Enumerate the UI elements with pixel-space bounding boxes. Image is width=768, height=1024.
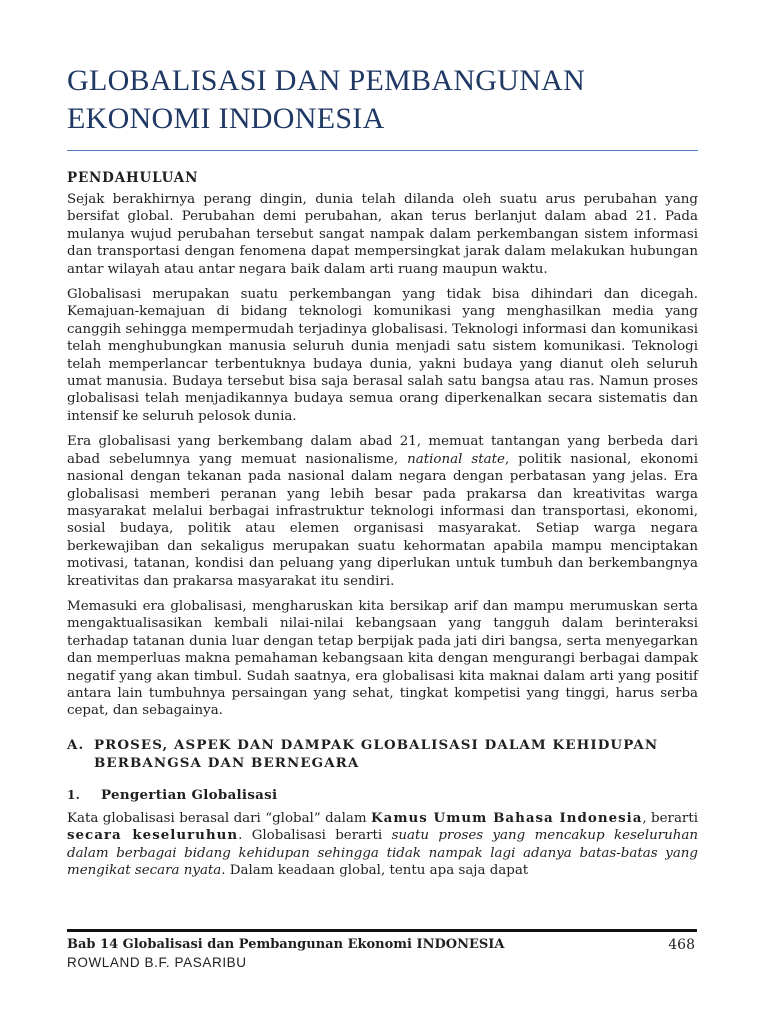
page-number: 468 bbox=[668, 937, 695, 953]
title-line-2: EKONOMI INDONESIA bbox=[67, 102, 385, 135]
page-footer bbox=[67, 937, 697, 971]
paragraph-3-text-b: , politik nasional, ekonomi nasional dengan tekanan pada nasional dalam negara dengan perbatasan yang jelas. Era globalisasi memberi peranan yang lebih besar pada prakarsa dan kreativitas warga masyarakat melalui berbagai infrastruktur teknologi informasi dan transportasi, ekonomi, sosial budaya, politik atau elemen organisasi masyarakat. Setiap warga negara berkewajiban dan sekaligus merupakan suatu kehormatan apabila mampu menciptakan motivasi, tatanan, kondisi dan peluang yang diperlukan untuk tumbuh dan berkembangnya kreativitas dan prakarsa masyarakat itu sendiri. bbox=[67, 451, 698, 589]
paragraph-5-text-4: . Dalam keadaan global, tentu apa saja dapat bbox=[221, 863, 529, 878]
title-line-1: GLOBALISASI DAN PEMBANGUNAN bbox=[67, 64, 586, 97]
section-heading-a-number: A. bbox=[67, 736, 85, 753]
paragraph-5-bold-1: Kamus Umum Bahasa Indonesia bbox=[371, 809, 643, 826]
document-page bbox=[67, 62, 698, 887]
subsection-heading-1-text: Pengertian Globalisasi bbox=[101, 786, 278, 803]
subsection-heading-1 bbox=[67, 786, 698, 804]
subsection-heading-1-number: 1. bbox=[67, 787, 81, 802]
paragraph-3 bbox=[67, 433, 698, 590]
title-divider bbox=[67, 150, 698, 151]
footer-divider bbox=[67, 929, 697, 932]
section-heading-a-text: PROSES, ASPEK DAN DAMPAK GLOBALISASI DALAM KEHIDUPAN BERBANGSA DAN BERNEGARA bbox=[94, 736, 659, 771]
paragraph-1: Sejak berakhirnya perang dingin, dunia telah dilanda oleh suatu arus perubahan yang bersifat global. Perubahan demi perubahan, akan terus berlanjut dalam abad 21. Pada mulanya wujud perubahan tersebut sangat nampak dalam perkembangan sistem informasi dan transportasi dengan fenomena dapat mempersingkat jarak dalam melakukan hubungan antar wilayah atau antar negara baik dalam arti ruang maupun waktu. bbox=[67, 192, 698, 277]
section-heading-a bbox=[67, 736, 698, 772]
page-title bbox=[67, 62, 698, 138]
footer-author: ROWLAND B.F. PASARIBU bbox=[67, 955, 247, 970]
paragraph-4: Memasuki era globalisasi, mengharuskan kita bersikap arif dan mampu merumuskan serta mengaktualisasikan kembali nilai-nilai kebangsaan yang tangguh dalam berinteraksi terhadap tatanan dunia luar dengan tetap berpijak pada jati diri bangsa, serta menyegarkan dan memperluas makna pemahaman kebangsaan kita dengan mengurangi berbagai dampak negatif yang akan timbul. Sudah saatnya, era globalisasi kita maknai dalam arti yang positif antara lain tumbuhnya persaingan yang sehat, tingkat kompetisi yang tinggi, harus serba cepat, dan sebagainya. bbox=[67, 598, 698, 719]
paragraph-5-italic: suatu proses yang mencakup keseluruhan dalam berbagai bidang kehidupan sehingga tidak nampak lagi adanya batas-batas yang mengikat secara nyata bbox=[67, 828, 698, 878]
paragraph-5-text-1: Kata globalisasi berasal dari “global” dalam bbox=[67, 810, 371, 826]
footer-chapter: Bab 14 Globalisasi dan Pembangunan Ekonomi INDONESIA bbox=[67, 937, 505, 952]
paragraph-3-italic: national state bbox=[407, 451, 505, 467]
paragraph-2: Globalisasi merupakan suatu perkembangan yang tidak bisa dihindari dan dicegah. Kemajuan-kemajuan di bidang teknologi komunikasi yang menghasilkan media yang canggih sehingga mempermudah terjadinya globalisasi. Teknologi informasi dan komunikasi telah menghubungkan manusia seluruh dunia menjadi satu sistem komunikasi. Teknologi telah memperlancar terbentuknya budaya dunia, yakni budaya yang dianut oleh seluruh umat manusia. Budaya tersebut bisa saja berasal salah satu bangsa atau ras. Namun proses globalisasi telah menjadikannya budaya semua orang diperkenalkan secara sistematis dan intensif ke seluruh pelosok dunia. bbox=[67, 287, 698, 424]
paragraph-5-text-3: . Globalisasi berarti bbox=[238, 828, 392, 844]
paragraph-5 bbox=[67, 810, 698, 880]
paragraph-3-text-a: Era globalisasi yang berkembang dalam abad 21, memuat tantangan yang berbeda dari abad sebelumnya yang memuat nasionalisme, bbox=[67, 434, 698, 467]
section-label: PENDAHULUAN bbox=[67, 170, 199, 186]
paragraph-5-bold-2: secara keseluruhun bbox=[67, 827, 239, 844]
paragraph-5-text-2: , berarti bbox=[642, 810, 698, 826]
